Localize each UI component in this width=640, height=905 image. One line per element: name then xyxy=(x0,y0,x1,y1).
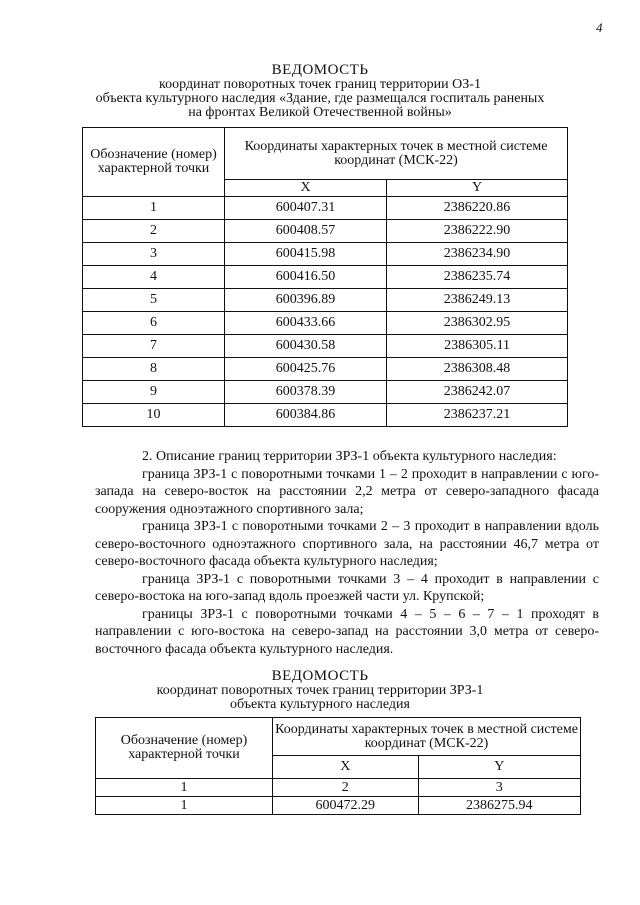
table-index-row xyxy=(96,779,581,797)
boundary-paragraph: граница ЗРЗ-1 с поворотными точками 1 – 2 проходит в направлении с юго-запада на северо-восток на расстоянии 2,2 метра от северо-западного фасада сооружения одноэтажного спортивного зала; xyxy=(95,466,599,517)
x-coordinate: 600416.50 xyxy=(225,266,387,289)
point-number: 2 xyxy=(83,220,225,243)
col-header-designation: Обозначение (номер) характерной точки xyxy=(96,718,273,779)
y-coordinate: 2386302.95 xyxy=(387,312,568,335)
point-number: 10 xyxy=(83,404,225,427)
x-coordinate: 600433.66 xyxy=(225,312,387,335)
x-coordinate: 600472.29 xyxy=(273,797,419,815)
table-row xyxy=(83,220,568,243)
col-header-coordinates: Координаты характерных точек в местной системе координат (МСК-22) xyxy=(225,128,568,180)
x-coordinate: 600408.57 xyxy=(225,220,387,243)
x-coordinate: 600425.76 xyxy=(225,358,387,381)
page-number: 4 xyxy=(596,20,603,35)
table-row xyxy=(83,197,568,220)
table-row xyxy=(96,797,581,815)
statement-subtitle-line: координат поворотных точек границ территории ОЗ-1 xyxy=(159,77,481,92)
boundary-paragraph: граница ЗРЗ-1 с поворотными точками 2 – 3 проходит в направлении вдоль северо-восточного одноэтажного спортивного зала, на расстоянии 46,7 метра от северо-восточного фасада объекта культурного наследия; xyxy=(95,519,599,569)
boundary-description xyxy=(95,448,599,658)
x-coordinate: 600396.89 xyxy=(225,289,387,312)
coordinates-table-oz1 xyxy=(82,127,568,427)
y-coordinate: 2386308.48 xyxy=(387,358,568,381)
y-coordinate: 2386220.86 xyxy=(387,197,568,220)
table-row xyxy=(83,312,568,335)
statement-heading-zrz1 xyxy=(0,668,640,712)
x-coordinate: 600430.58 xyxy=(225,335,387,358)
table-row xyxy=(83,335,568,358)
point-number: 3 xyxy=(83,243,225,266)
boundary-paragraph: граница ЗРЗ-1 с поворотными точками 3 – 4 проходит в направлении с северо-востока на юго-запад вдоль проезжей части ул. Крупской; xyxy=(95,571,599,604)
statement-subtitle-line: на фронтах Великой Отечественной войны» xyxy=(188,105,452,120)
y-coordinate: 2386234.90 xyxy=(387,243,568,266)
x-coordinate: 600407.31 xyxy=(225,197,387,220)
col-header-x: X xyxy=(225,180,387,197)
col-header-coordinates: Координаты характерных точек в местной системе координат (МСК-22) xyxy=(273,718,581,756)
y-coordinate: 2386249.13 xyxy=(387,289,568,312)
col-header-x: X xyxy=(273,756,419,779)
table-row xyxy=(83,404,568,427)
coordinates-table-zrz1 xyxy=(95,717,581,815)
column-index: 3 xyxy=(418,779,580,797)
table-row xyxy=(83,358,568,381)
point-number: 1 xyxy=(96,797,273,815)
y-coordinate: 2386275.94 xyxy=(418,797,580,815)
col-header-y: Y xyxy=(387,180,568,197)
y-coordinate: 2386235.74 xyxy=(387,266,568,289)
point-number: 7 xyxy=(83,335,225,358)
statement-subtitle-line: координат поворотных точек границ территории ЗРЗ-1 xyxy=(156,683,484,698)
col-header-designation: Обозначение (номер) характерной точки xyxy=(83,128,225,197)
point-number: 6 xyxy=(83,312,225,335)
point-number: 1 xyxy=(83,197,225,220)
point-number: 4 xyxy=(83,266,225,289)
x-coordinate: 600384.86 xyxy=(225,404,387,427)
boundary-description-heading: 2. Описание границ территории ЗРЗ-1 объекта культурного наследия: xyxy=(142,449,557,464)
table-row xyxy=(83,266,568,289)
statement-title: ВЕДОМОСТЬ xyxy=(271,668,369,684)
statement-title: ВЕДОМОСТЬ xyxy=(271,62,369,78)
col-header-y: Y xyxy=(418,756,580,779)
point-number: 9 xyxy=(83,381,225,404)
column-index: 1 xyxy=(96,779,273,797)
statement-subtitle-line: объекта культурного наследия xyxy=(230,697,410,712)
table-row xyxy=(83,381,568,404)
table-row xyxy=(83,243,568,266)
y-coordinate: 2386305.11 xyxy=(387,335,568,358)
column-index: 2 xyxy=(273,779,419,797)
statement-heading-oz1 xyxy=(0,62,640,120)
x-coordinate: 600378.39 xyxy=(225,381,387,404)
point-number: 8 xyxy=(83,358,225,381)
y-coordinate: 2386237.21 xyxy=(387,404,568,427)
y-coordinate: 2386222.90 xyxy=(387,220,568,243)
statement-subtitle-line: объекта культурного наследия «Здание, где размещался госпиталь раненых xyxy=(95,91,545,106)
boundary-paragraph: границы ЗРЗ-1 с поворотными точками 4 – 5 – 6 – 7 – 1 проходят в направлении с юго-востока на северо-запад на расстоянии 3,0 метра от северо-восточного фасада объекта культурного наследия. xyxy=(95,606,599,657)
x-coordinate: 600415.98 xyxy=(225,243,387,266)
y-coordinate: 2386242.07 xyxy=(387,381,568,404)
table-row xyxy=(83,289,568,312)
point-number: 5 xyxy=(83,289,225,312)
